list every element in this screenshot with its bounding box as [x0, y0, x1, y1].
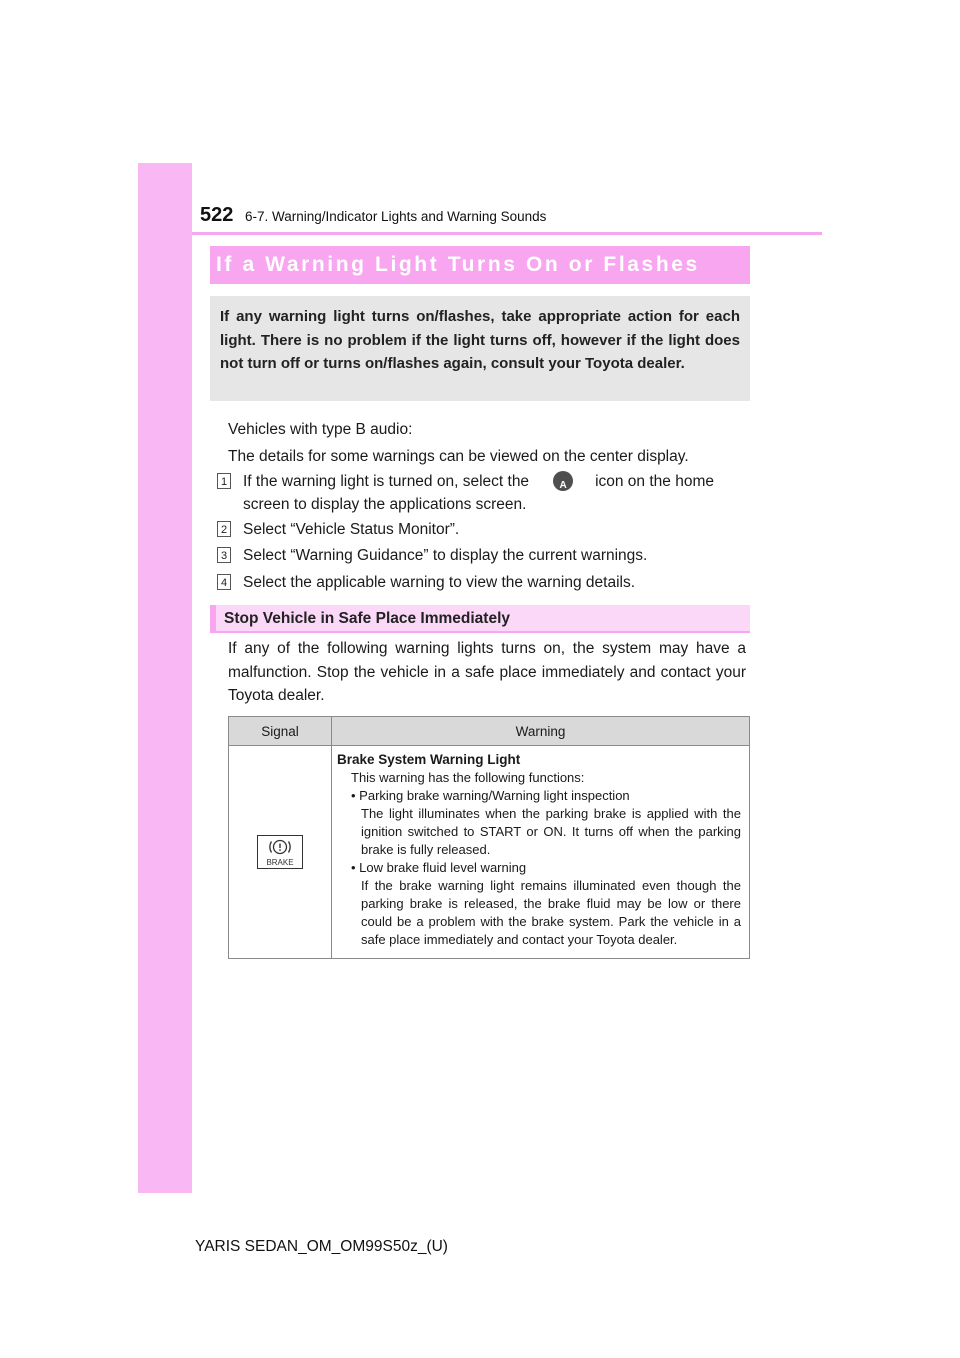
- step-number-3: 3: [217, 547, 231, 563]
- brake-symbol: [258, 836, 302, 868]
- header-warning: Warning: [332, 717, 750, 746]
- warning-bullet-1: • Parking brake warning/Warning light inspection: [351, 788, 630, 803]
- section-title: If a Warning Light Turns On or Flashes: [210, 246, 750, 284]
- header-divider: [192, 232, 822, 235]
- warning-title: Brake System Warning Light: [337, 752, 521, 767]
- step-1-text-after: icon on the home: [595, 473, 714, 490]
- intro-box: If any warning light turns on/flashes, take appropriate action for each light. There is no problem if the light turns off, however if the light does not turn off or turns on/flashes again, consult your Toyota dealer.: [210, 296, 750, 401]
- warning-cell: [332, 746, 750, 959]
- header-signal: Signal: [229, 717, 332, 746]
- step-number-4: 4: [217, 574, 231, 590]
- brake-warning-icon: [257, 835, 303, 869]
- step-1-text-before: If the warning light is turned on, select the: [243, 473, 530, 490]
- step-2-text: Select “Vehicle Status Monitor”.: [243, 521, 460, 538]
- signal-cell: [229, 746, 332, 959]
- audio-note-line2: The details for some warnings can be viewed on the center display.: [228, 448, 689, 465]
- footer-doc-id: YARIS SEDAN_OM_OM99S50z_(U): [195, 1238, 448, 1255]
- warning-bullet-2: • Low brake fluid level warning: [351, 860, 527, 875]
- step-1-line2: screen to display the applications screen.: [243, 496, 527, 513]
- step-1-line1: [243, 470, 714, 493]
- apps-icon-letter: A: [559, 479, 567, 491]
- table-header-row: [229, 717, 750, 746]
- brake-icon-label: BRAKE: [266, 858, 294, 867]
- step-4-text: Select the applicable warning to view the warning details.: [243, 574, 636, 591]
- step-number-2: 2: [217, 521, 231, 537]
- table-row: [229, 746, 750, 959]
- audio-note-line1: Vehicles with type B audio:: [228, 421, 413, 438]
- chapter-side-tab: [138, 163, 192, 1193]
- step-number-1: 1: [217, 473, 231, 489]
- chapter-title: 6-7. Warning/Indicator Lights and Warning Sounds: [245, 209, 547, 224]
- subsection-title: Stop Vehicle in Safe Place Immediately: [210, 605, 750, 633]
- warning-bullet-2-detail: If the brake warning light remains illuminated even though the parking brake is released, the brake fluid may be low or there could be a problem with the brake system. Park the vehicle in a safe place immediately and contact your Toyota dealer.: [361, 878, 741, 947]
- warning-intro: This warning has the following functions:: [351, 770, 585, 785]
- subsection-text: If any of the following warning lights turns on, the system may have a malfunction. Stop the vehicle in a safe place immediately and contact your Toyota dealer.: [228, 640, 746, 704]
- step-3-text: Select “Warning Guidance” to display the current warnings.: [243, 547, 648, 564]
- page-number: 522: [200, 204, 234, 226]
- warning-table: [228, 716, 750, 959]
- warning-bullet-1-detail: The light illuminates when the parking brake is applied with the ignition switched to START or ON. It turns off when the parking brake is fully released.: [361, 806, 741, 857]
- apps-icon: [553, 471, 573, 491]
